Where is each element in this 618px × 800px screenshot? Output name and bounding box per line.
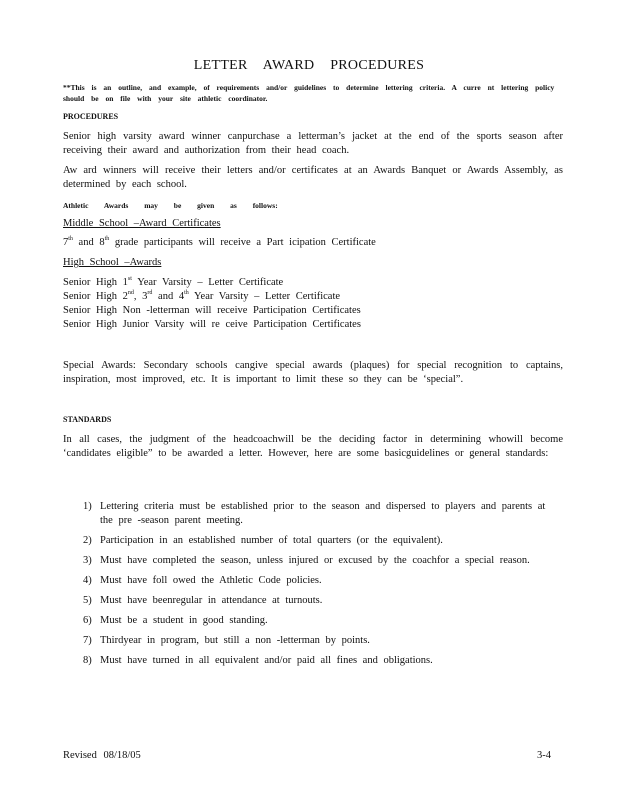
- middle-school-heading: Middle School –Award Certificates: [63, 218, 221, 229]
- standards-list: [63, 500, 563, 674]
- outline-note: **This is an outline, and example, of requirements and/or guidelines to determine lettering criteria. A curre nt lettering policy should be on file with your site athletic coordinator.: [63, 83, 555, 103]
- standards-item: 3) Must have completed the season, unless injured or excused by the coachfor a special reason.: [83, 555, 530, 566]
- standards-heading: STANDARDS: [63, 415, 112, 424]
- middle-school-item: 7th and 8th grade participants will receive a Part icipation Certificate: [63, 236, 376, 248]
- procedures-paragraph-banquet: Aw ard winners will receive their letters and/or certificates at an Awards Banquet or Awards Assembly, as determined by each school.: [63, 165, 563, 190]
- standards-item: 2) Participation in an established number of total quarters (or the equivalent).: [83, 535, 443, 546]
- high-school-item-2: Senior High 2nd, 3rd and 4th Year Varsity – Letter Certificate: [63, 290, 341, 302]
- high-school-heading: High School –Awards: [63, 257, 162, 268]
- page-title: LETTER AWARD PROCEDURES: [193, 58, 425, 73]
- standards-intro: In all cases, the judgment of the headcoachwill be the deciding factor in determining whowill become ‘candidates eligible” to be awarded a letter. However, here are some basicguidelines or general standards:: [63, 434, 563, 459]
- high-school-item-4: Senior High Junior Varsity will re ceive Participation Certificates: [63, 319, 361, 330]
- page-number: 3-4: [537, 750, 551, 761]
- standards-item: 8) Must have turned in all equivalent and/or paid all fines and obligations.: [83, 655, 433, 666]
- standards-item: 4) Must have foll owed the Athletic Code policies.: [83, 575, 322, 586]
- revised-date: Revised 08/18/05: [63, 750, 141, 761]
- special-awards-paragraph: Special Awards: Secondary schools cangive special awards (plaques) for special recognition to captains, inspiration, most improved, etc. It is important to limit these so they can be ‘special”.: [63, 360, 563, 385]
- high-school-item-1: Senior High 1st Year Varsity – Letter Certificate: [63, 276, 284, 288]
- procedures-paragraph-jacket: Senior high varsity award winner canpurchase a letterman’s jacket at the end of the sports season after receiving their award and authorization from their head coach.: [63, 131, 563, 156]
- standards-item: 5) Must have beenregular in attendance at turnouts.: [83, 595, 323, 606]
- high-school-item-3: Senior High Non -letterman will receive Participation Certificates: [63, 305, 361, 316]
- awards-intro-line: Athletic Awards may be given as follows:: [63, 201, 278, 210]
- standards-item: 7) Thirdyear in program, but still a non -letterman by points.: [83, 635, 370, 646]
- procedures-heading: PROCEDURES: [63, 112, 119, 121]
- standards-item: 1) Lettering criteria must be established prior to the season and dispersed to players and parents at the pre -season parent meeting.: [83, 501, 546, 526]
- standards-item: 6) Must be a student in good standing.: [83, 615, 268, 626]
